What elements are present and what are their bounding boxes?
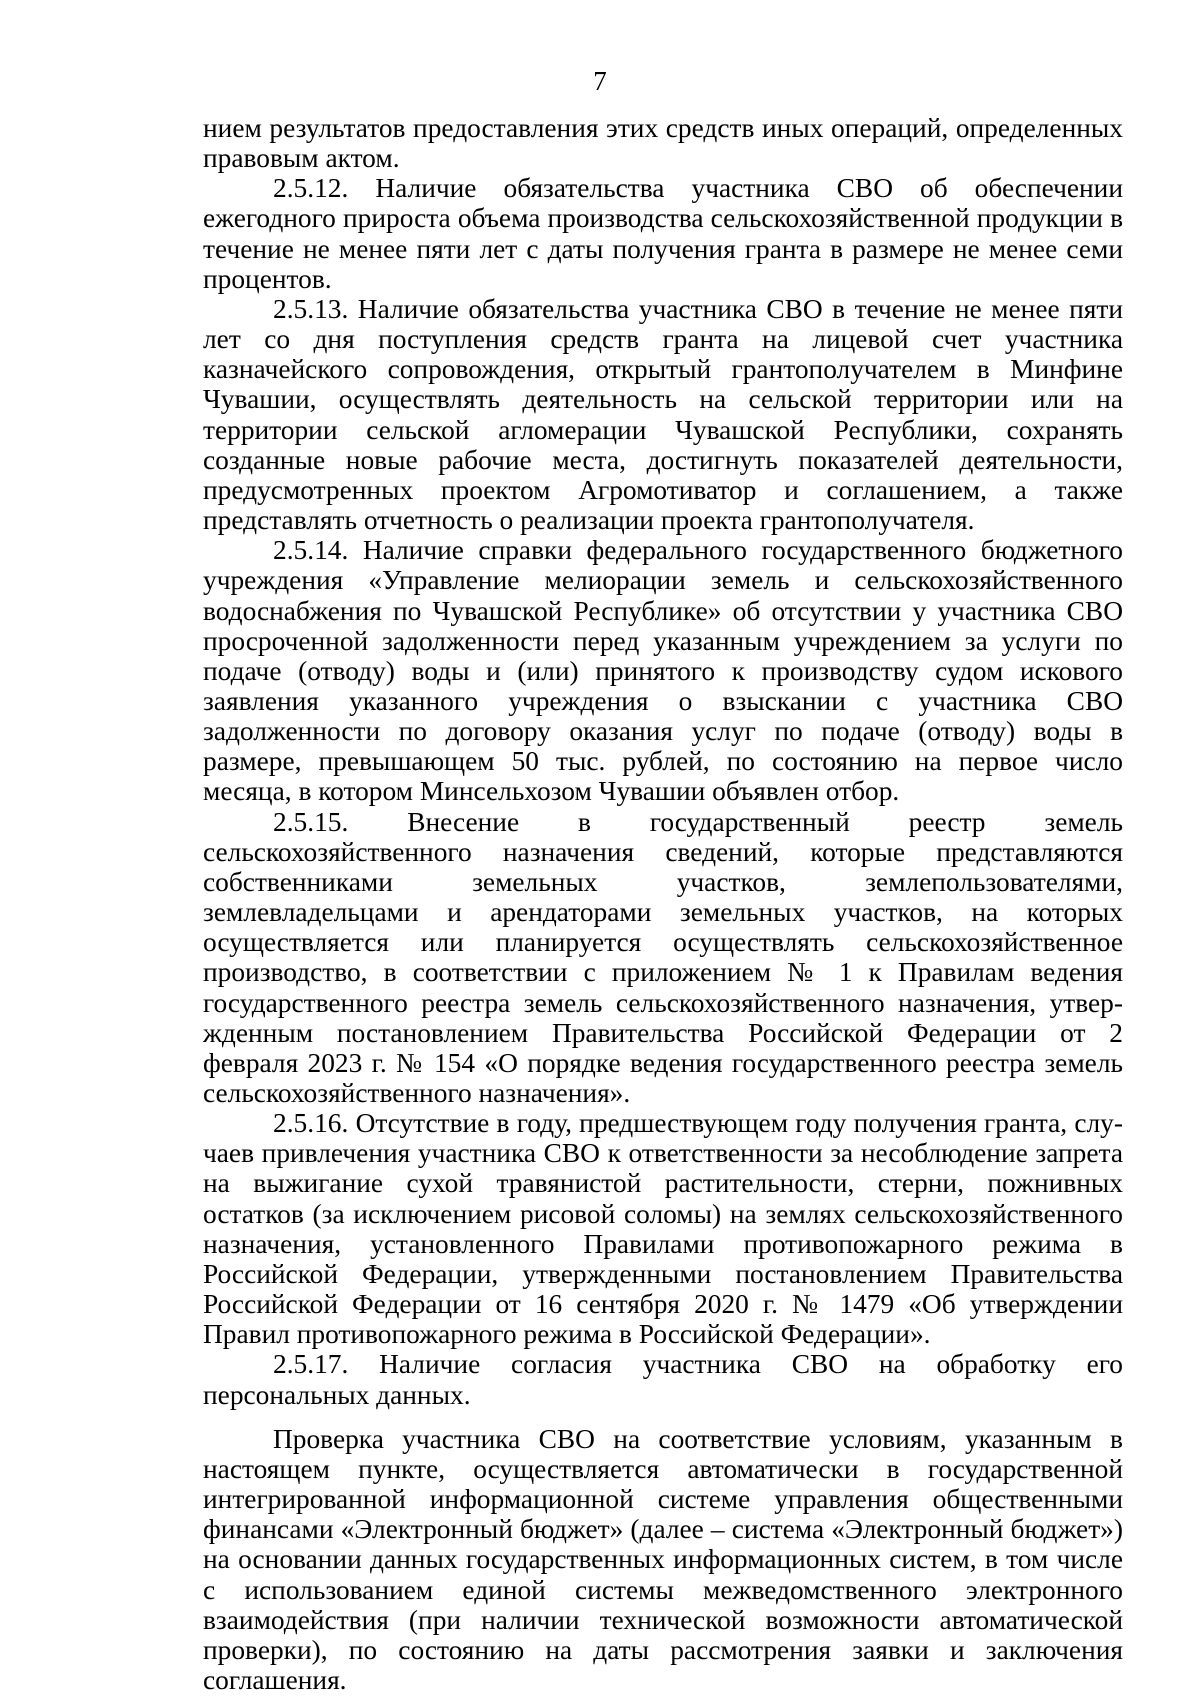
paragraph-2-5-15: 2.5.15. Внесение в государственный реестр земель сельскохозяйственного назначения сведений, которые представляются собственниками земельных участков, землепользователями, землевладельцами и арендаторами земельных участков, на которых осуществляется или планируется осуществлять сельскохозяйственное производство, в соответствии с приложением № 1 к Правилам ведения государственного реестра земель сельскохозяйственного назначения, утвержденным постановлением Правительства Российской Федерации от 2 февраля 2023 г. № 154 «О порядке ведения государственного реестра земель сельскохозяйственного назначения». (203, 806, 1123, 1108)
paragraph-2-5-12: 2.5.12. Наличие обязательства участника СВО об обеспечении ежегодного прироста объема производства сельскохозяйственной продукции в течение не менее пяти лет с даты получения гранта в размере не менее семи процентов. (203, 173, 1123, 294)
page-number: 7 (593, 66, 607, 96)
paragraph-verification: Проверка участника СВО на соответствие условиям, указанным в настоящем пункте, осуществляется автоматически в государственной интегрированной информационной системе управления общественными финансами «Электронный бюджет» (далее – система «Электронный бюджет») на основании данных государственных информационных систем, в том числе с использованием единой системы межведомственного электронного взаимодействия (при наличии технической возможности автоматической проверки), по состоянию на даты рассмотрения заявки и заключения соглашения. (203, 1423, 1123, 1695)
paragraph-2-5-17: 2.5.17. Наличие согласия участника СВО на обработку его персональных данных. (203, 1349, 1123, 1410)
paragraph-continuation: нием результатов предоставления этих средств иных операций, определенных правовым актом. (203, 113, 1123, 174)
paragraph-2-5-14: 2.5.14. Наличие справки федерального государственного бюджетного учреждения «Управление мелиорации земель и сельскохозяйственного водоснабжения по Чувашской Республике» об отсутствии у участника СВО просроченной задолженности перед указанным учреждением за услуги по подаче (отводу) воды и (или) принятого к производству судом искового заявления указанного учреждения о взыскании с участника СВО задолженности по договору оказания услуг по подаче (отводу) воды в размере, превышающем 50 тыс. рублей, по состоянию на первое число месяца, в котором Минсельхозом Чувашии объявлен отбор. (203, 535, 1123, 807)
document-body (203, 113, 1123, 1695)
paragraph-2-5-16: 2.5.16. Отсутствие в году, предшествующем году получения гранта, случаев привлечения участника СВО к ответственности за несоблюдение запрета на выжигание сухой травянистой растительности, стерни, пожнивных остатков (за исключением рисовой соломы) на землях сельскохозяйственного назначения, установленного Правилами противопожарного режима в Российской Федерации, утвержденными постановлением Правительства Российской Федерации от 16 сентября 2020 г. № 1479 «Об утверждении Правил противопожарного режима в Российской Федерации». (203, 1108, 1123, 1350)
paragraph-2-5-13: 2.5.13. Наличие обязательства участника СВО в течение не менее пяти лет со дня поступления средств гранта на лицевой счет участника казначейского сопровождения, открытый грантополучателем в Минфине Чувашии, осуществлять деятельность на сельской территории или на территории сельской агломерации Чувашской Республики, сохранять созданные новые рабочие места, достигнуть показателей деятельности, предусмотренных проектом Агромотиватор и соглашением, а также представлять отчетность о реализации проекта грантополучателя. (203, 293, 1123, 536)
